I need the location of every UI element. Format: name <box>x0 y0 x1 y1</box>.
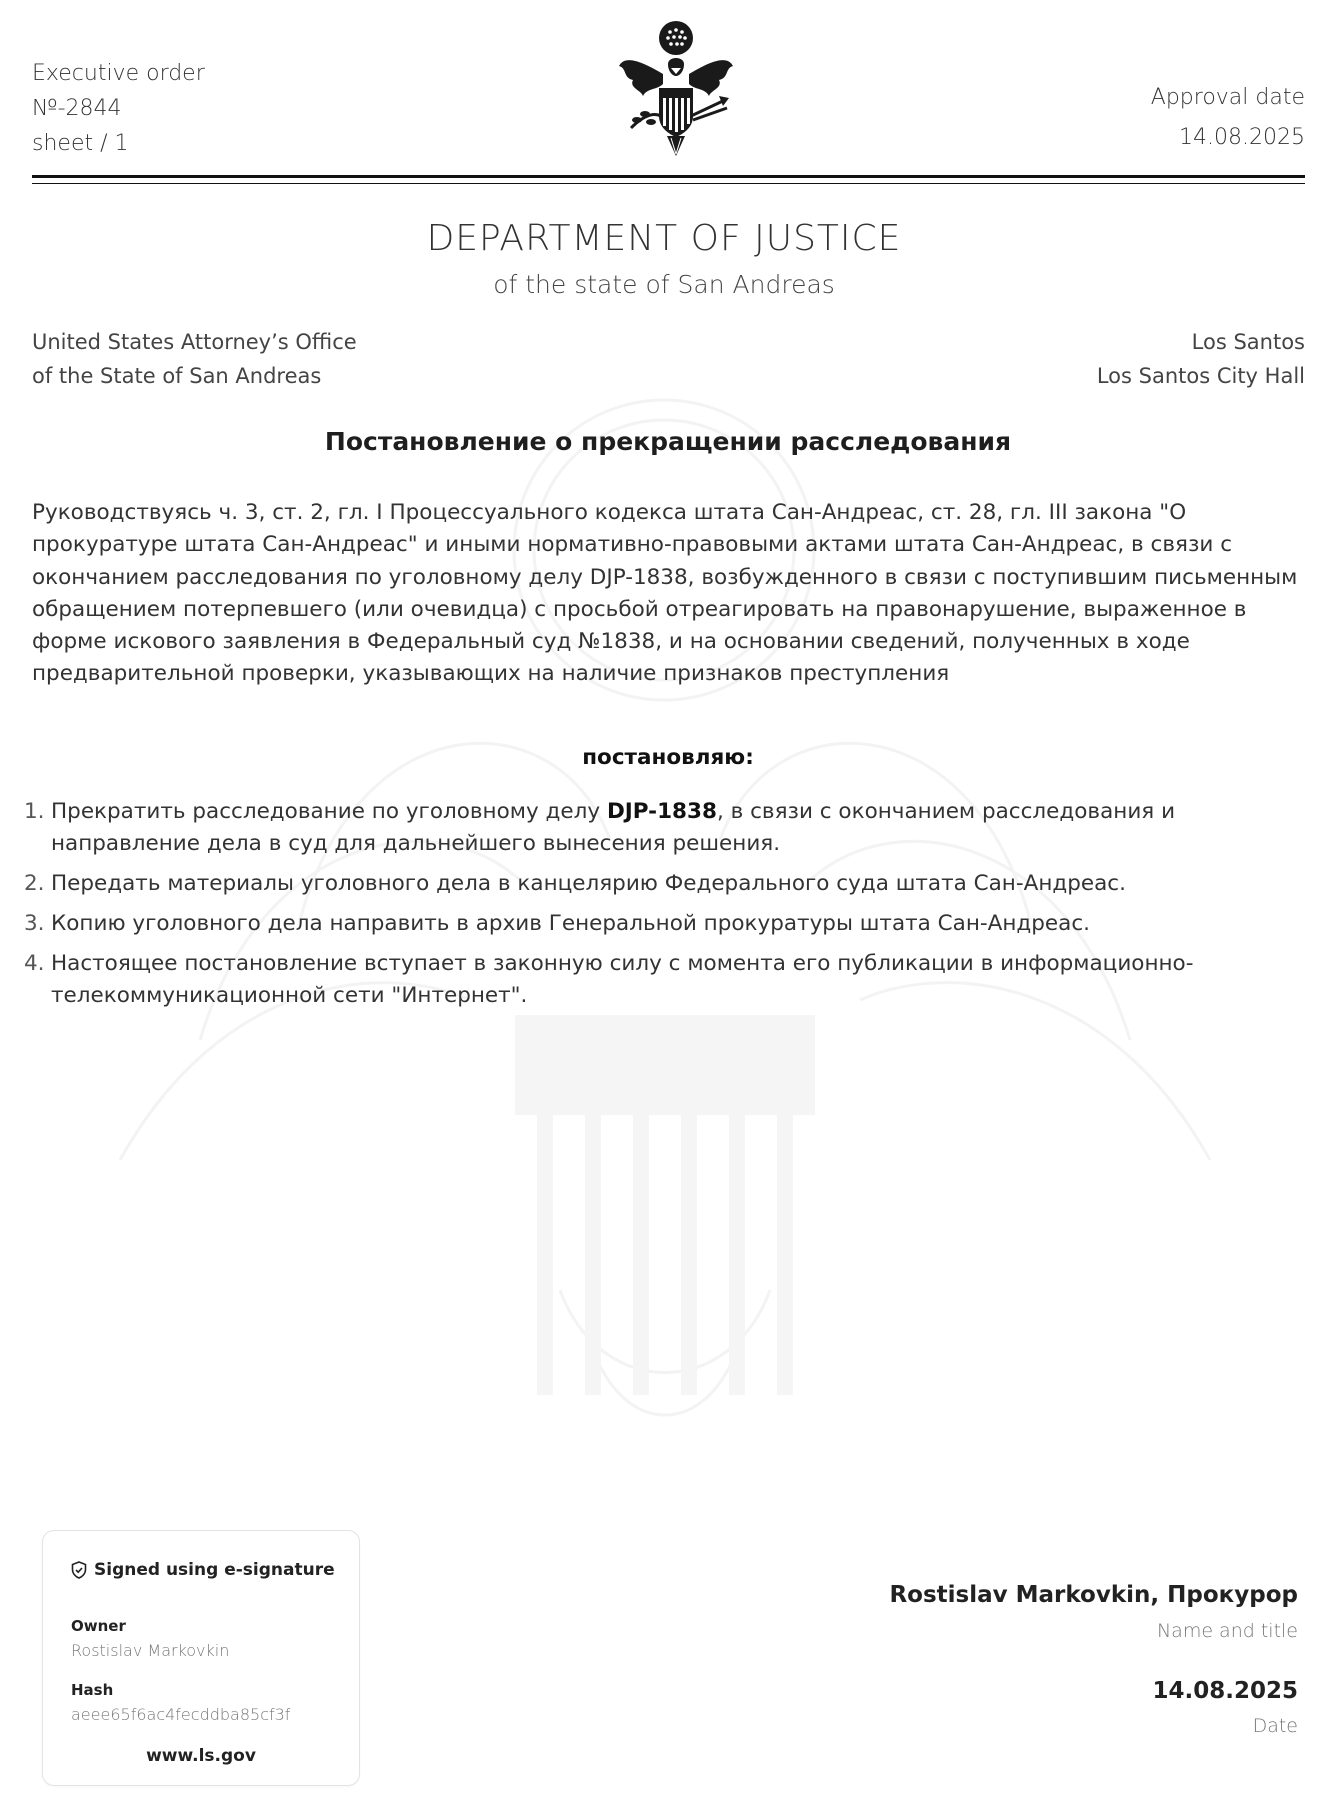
case-number: DJP-1838 <box>606 799 717 824</box>
great-seal-icon <box>613 16 739 162</box>
owner-label: Owner <box>71 1617 126 1635</box>
item-number: 3. <box>24 911 45 936</box>
resolution-list <box>18 796 1318 1020</box>
office-line-1: United States Attorney’s Office <box>32 330 357 354</box>
signature-date-caption: Date <box>1252 1715 1298 1737</box>
order-type: Executive order <box>32 61 205 86</box>
e-signature-heading-text: Signed using e-signature <box>94 1560 335 1580</box>
approval-label: Approval date <box>1150 85 1305 110</box>
resolution-item <box>18 796 1318 860</box>
signatory-name: Rostislav Markovkin, Прокурор <box>889 1582 1298 1608</box>
item-text: Настоящее постановление вступает в законную силу с момента его публикации в информационно-телекоммуникационной сети "Интернет". <box>51 951 1194 1008</box>
decree-label: постановляю: <box>582 745 754 770</box>
e-signature-card <box>42 1530 360 1786</box>
resolution-item <box>18 948 1318 1012</box>
hash-label: Hash <box>71 1681 114 1699</box>
item-text: Копию уголовного дела направить в архив Генеральной прокуратуры штата Сан-Андреас. <box>51 911 1090 936</box>
item-number: 1. <box>24 799 45 824</box>
order-meta <box>32 56 205 161</box>
header-rule-thin <box>32 183 1305 184</box>
signatory-caption: Name and title <box>1156 1620 1298 1642</box>
resolution-item <box>18 868 1318 900</box>
document-title: Постановление о прекращении расследования <box>324 427 1012 456</box>
header-rule-thick <box>32 175 1305 178</box>
item-text-after: , в связи с окончанием расследования и направление дела в суд для дальнейшего вынесения решения. <box>51 799 1176 856</box>
item-text-before: Прекратить расследование по уголовному делу <box>51 799 607 824</box>
order-number: №-2844 <box>32 96 122 121</box>
owner-value: Rostislav Markovkin <box>71 1641 230 1660</box>
e-signature-heading <box>71 1560 335 1580</box>
shield-check-icon <box>71 1561 87 1579</box>
department-subtitle: of the state of San Andreas <box>493 270 835 299</box>
item-number: 2. <box>24 871 45 896</box>
item-text: Передать материалы уголовного дела в канцелярию Федерального суда штата Сан-Андреас. <box>51 871 1126 896</box>
approval-date: 14.08.2025 <box>1179 125 1305 150</box>
site-link[interactable]: www.ls.gov <box>146 1746 256 1766</box>
location-city: Los Santos <box>1191 330 1305 354</box>
location-building: Los Santos City Hall <box>1096 364 1305 388</box>
approval-block <box>1151 78 1305 158</box>
office-line-2: of the State of San Andreas <box>32 364 322 388</box>
resolution-item <box>18 908 1318 940</box>
item-number: 4. <box>24 951 45 976</box>
hash-value: aeee65f6ac4fecddba85cf3f <box>71 1705 291 1724</box>
department-title: DEPARTMENT OF JUSTICE <box>426 218 902 259</box>
signature-date: 14.08.2025 <box>1152 1678 1298 1704</box>
sheet-number: sheet / 1 <box>32 131 129 156</box>
office-block <box>32 325 357 393</box>
preamble-paragraph: Руководствуясь ч. 3, ст. 2, гл. I Процессуального кодекса штата Сан-Андреас, ст. 28, гл. III закона "О прокуратуре штата Сан-Андреас" и иными нормативно-правовыми актами штата Сан-Андреас, в связи с окончанием расследования по уголовному делу DJP-1838, возбужденного в связи с поступившим письменным обращением потерпевшего (или очевидца) с просьбой отреагировать на правонарушение, выраженное в форме искового заявления в Федеральный суд №1838, и на основании сведений, полученных в ходе предварительной проверки, указывающих на наличие признаков преступления <box>32 500 1298 687</box>
location-block <box>1097 325 1305 393</box>
